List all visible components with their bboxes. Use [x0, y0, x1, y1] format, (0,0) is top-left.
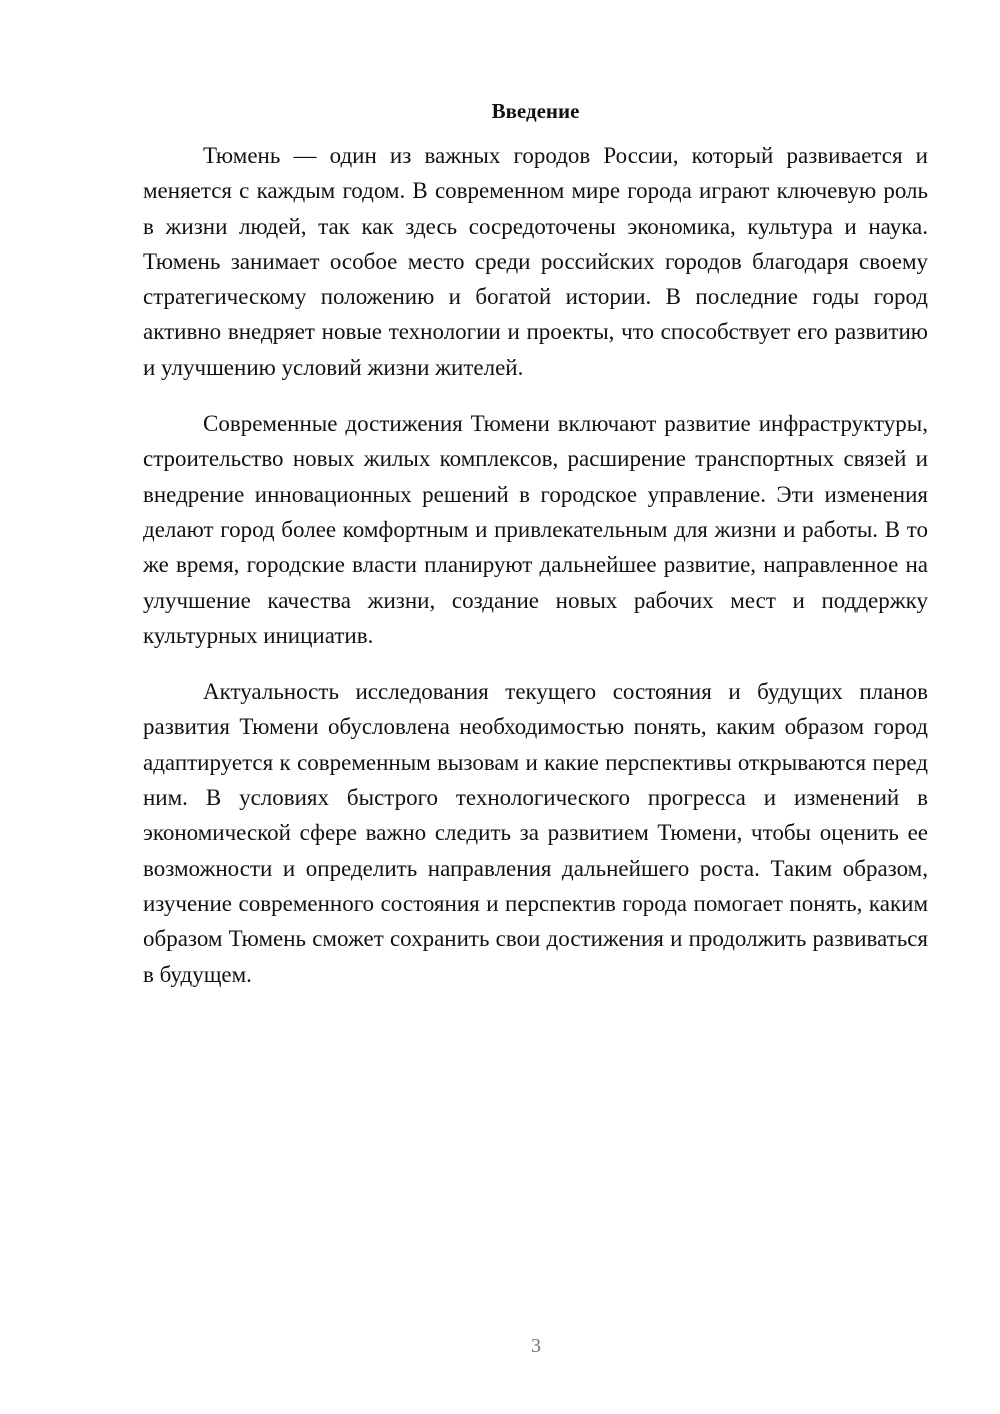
paragraph-intro: Тюмень — один из важных городов России, который развивается и меняется с каждым годом. В современном мире города играют ключевую роль в жизни людей, так как здесь сосредоточены экономика, культура и наука. Тюмень занимает особое место среди российских городов благодаря своему стратегическому положению и богатой истории. В последние годы город активно внедряет новые технологии и проекты, что способствует его развитию и улучшению условий жизни жителей. — [143, 143, 928, 380]
page-content — [143, 96, 928, 1013]
paragraph-achievements: Современные достижения Тюмени включают развитие инфраструктуры, строительство новых жилых комплексов, расширение транспортных связей и внедрение инновационных решений в городское управление. Эти изменения делают город более комфортным и привлекательным для жизни и работы. В то же время, городские власти планируют дальнейшее развитие, направленное на улучшение качества жизни, создание новых рабочих мест и поддержку культурных инициатив. — [143, 411, 928, 648]
page-number: 3 — [531, 1335, 541, 1357]
paragraph-relevance: Актуальность исследования текущего состояния и будущих планов развития Тюмени обусловлена необходимостью понять, каким образом город адаптируется к современным вызовам и какие перспективы открываются перед ним. В условиях быстрого технологического прогресса и изменений в экономической сфере важно следить за развитием Тюмени, чтобы оценить ее возможности и определить направления дальнейшего роста. Таким образом, изучение современного состояния и перспектив города помогает понять, каким образом Тюмень сможет сохранить свои достижения и продолжить развиваться в будущем. — [143, 679, 928, 987]
section-heading: Введение — [491, 99, 580, 123]
